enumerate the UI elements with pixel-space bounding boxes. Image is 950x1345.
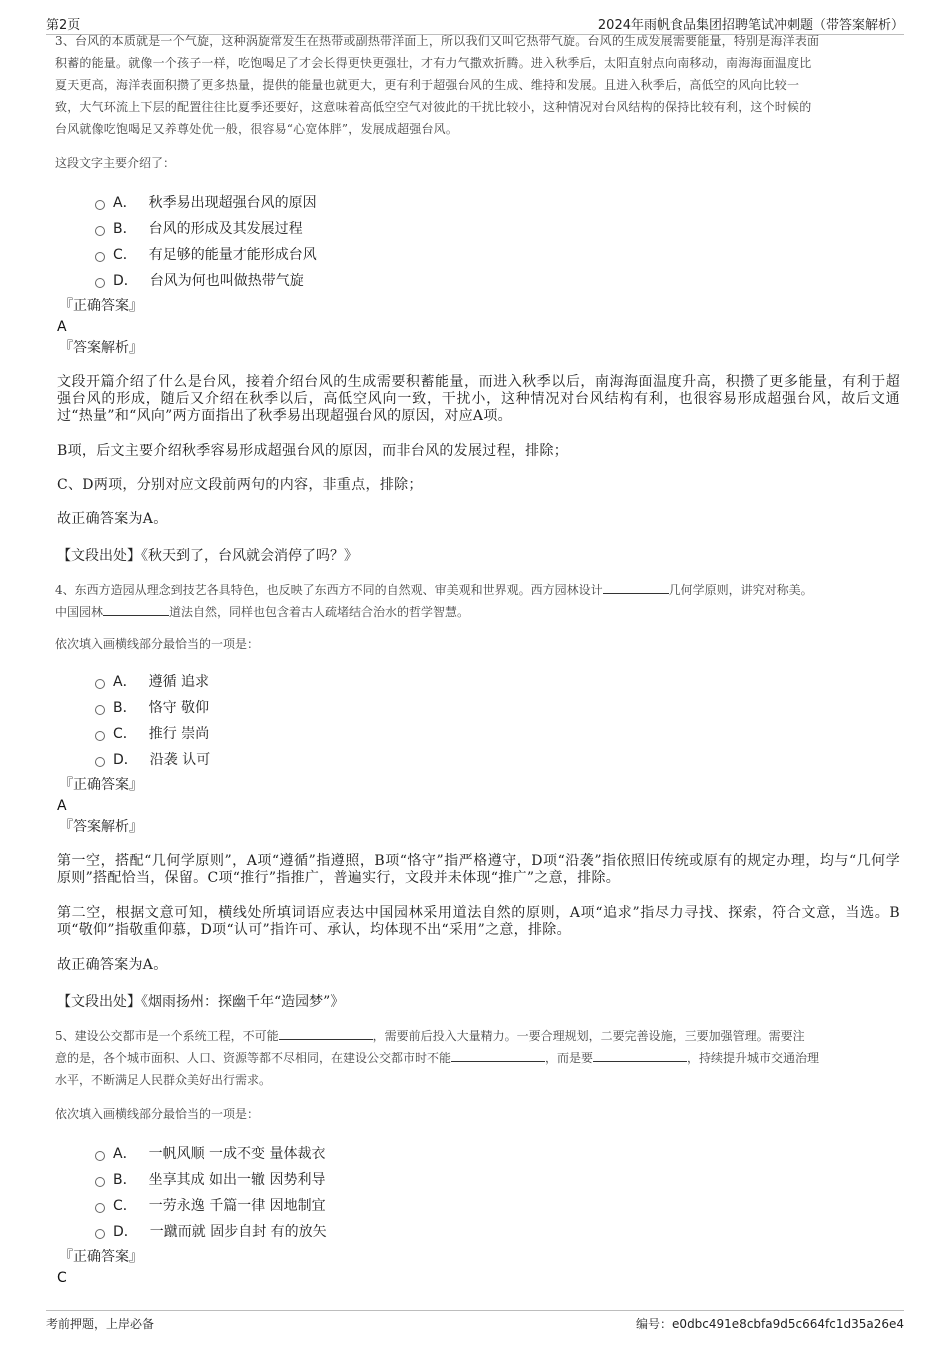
analysis-label: 『答案解析』 xyxy=(59,340,143,356)
analysis-paragraph: C、D两项，分别对应文段前两句的内容，非重点，排除； xyxy=(57,477,423,493)
analysis-paragraph: 文段开篇介绍了什么是台风，接着介绍台风的生成需要积蓄能量，而进入秋季以后，南海海面温度升高，积攒了更多能量，有利于超强台风的形成，随后又介绍在秋季以后，高低空风向一致，干扰小，这种情况对台风结构有利，也很容易形成超强台风，故后文通过“热量”和“风向”两方面指出了秋季易出现超强台风的原因，对应A项。 xyxy=(57,374,900,424)
option-a[interactable]: A． 一帆风顺 一成不变 量体裁衣 xyxy=(95,1141,900,1167)
analysis-paragraph: 故正确答案为A。 xyxy=(57,957,168,973)
radio-icon[interactable] xyxy=(95,679,105,689)
radio-icon[interactable] xyxy=(95,226,105,236)
option-c[interactable]: C． 推行 崇尚 xyxy=(95,721,900,747)
correct-answer: A xyxy=(57,798,67,814)
page-header xyxy=(46,12,904,35)
option-list xyxy=(95,669,900,773)
passage-line: 3、台风的本质就是一个气旋，这种涡旋常发生在热带或副热带洋面上，所以我们又叫它热带气旋。台风的生成发展需要能量，特别是海洋表面 xyxy=(55,34,820,48)
option-a[interactable]: A． 遵循 追求 xyxy=(95,669,900,695)
document-title: 2024年雨帆食品集团招聘笔试冲刺题（带答案解析） xyxy=(597,18,904,33)
radio-icon[interactable] xyxy=(95,731,105,741)
answer-label: 『正确答案』 xyxy=(59,298,143,314)
radio-icon[interactable] xyxy=(95,278,105,288)
question-prompt: 依次填入画横线部分最恰当的一项是： xyxy=(55,637,260,651)
question-prompt: 依次填入画横线部分最恰当的一项是： xyxy=(55,1107,260,1121)
radio-icon[interactable] xyxy=(95,705,105,715)
question-3 xyxy=(55,34,900,565)
question-stem: 4、东西方造园从理念到技艺各具特色，也反映了东西方不同的自然观、审美观和世界观。西方园林设计 几何学原则，讲究对称美。 中国园林 道法自然，同样也包含着古人疏堵结合治水的哲学智慧。 xyxy=(55,583,813,619)
footer-slogan: 考前押题，上岸必备 xyxy=(46,1317,155,1331)
passage-line: 夏天更高，海洋表面积攒了更多热量，提供的能量也就更大，更有利于超强台风的生成、维持和发展。且进入秋季后，高低空的风向比较一 xyxy=(55,78,800,92)
option-list xyxy=(95,1141,900,1245)
radio-icon[interactable] xyxy=(95,757,105,767)
option-b[interactable]: B． 坐享其成 如出一辙 因势利导 xyxy=(95,1167,900,1193)
document-body xyxy=(55,34,900,1304)
analysis-paragraph: 第二空，根据文意可知，横线处所填词语应表达中国园林采用道法自然的原则，A项“追求”指尽力寻找、探索，符合文意，当选。B项“敬仰”指敬重仰慕，D项“认可”指许可、承认，均体现不出“采用”之意，排除。 xyxy=(57,905,900,938)
analysis-label: 『答案解析』 xyxy=(59,819,143,835)
fill-blank[interactable] xyxy=(593,1049,687,1062)
page-footer xyxy=(46,1310,904,1335)
fill-blank[interactable] xyxy=(603,581,669,594)
fill-blank[interactable] xyxy=(279,1027,373,1040)
fill-blank[interactable] xyxy=(103,603,169,616)
question-stem: 5、建设公交都市是一个系统工程，不可能 ，需要前后投入大量精力。一要合理规划，二要完善设施，三要加强管理。需要注 意的是，各个城市面积、人口、资源等都不尽相同，在建设公交都市时不能 ，而是要 ，持续提升城市交通治理 水平，不断满足人民群众美好出行需求。 xyxy=(55,1029,820,1087)
document-id: 编号：e0dbc491e8cbfa9d5c664fc1d35a26e4 xyxy=(636,1317,904,1331)
option-c[interactable]: C． 一劳永逸 千篇一律 因地制宜 xyxy=(95,1193,900,1219)
question-5 xyxy=(55,1025,900,1287)
answer-label: 『正确答案』 xyxy=(59,1249,143,1265)
passage-line: 积蓄的能量。就像一个孩子一样，吃饱喝足了才会长得更快更强壮，才有力气撒欢折腾。进入秋季后，太阳直射点向南移动，南海海面温度比 xyxy=(55,56,812,70)
analysis-paragraph: B项，后文主要介绍秋季容易形成超强台风的原因，而非台风的发展过程，排除； xyxy=(57,443,569,459)
passage-source: 【文段出处】《秋天到了，台风就会消停了吗？》 xyxy=(57,548,358,564)
radio-icon[interactable] xyxy=(95,200,105,210)
option-d[interactable]: D． 台风为何也叫做热带气旋 xyxy=(95,268,900,294)
question-prompt: 这段文字主要介绍了： xyxy=(55,156,176,170)
option-list xyxy=(95,190,900,294)
option-d[interactable]: D． 沿袭 认可 xyxy=(95,747,900,773)
correct-answer: C xyxy=(57,1270,67,1286)
option-b[interactable]: B． 恪守 敬仰 xyxy=(95,695,900,721)
option-d[interactable]: D． 一蹴而就 固步自封 有的放矢 xyxy=(95,1219,900,1245)
option-b[interactable]: B． 台风的形成及其发展过程 xyxy=(95,216,900,242)
passage-line: 致，大气环流上下层的配置往往比夏季还要好，这意味着高低空空气对彼此的干扰比较小，这种情况对台风结构的保持比较有利，这个时候的 xyxy=(55,100,812,114)
page-number: 第2页 xyxy=(46,18,81,33)
radio-icon[interactable] xyxy=(95,1229,105,1239)
fill-blank[interactable] xyxy=(451,1049,545,1062)
radio-icon[interactable] xyxy=(95,1203,105,1213)
passage-line: 台风就像吃饱喝足又养尊处优一般，很容易“心宽体胖”，发展成超强台风。 xyxy=(55,122,459,136)
radio-icon[interactable] xyxy=(95,252,105,262)
correct-answer: A xyxy=(57,319,67,335)
analysis-paragraph: 故正确答案为A。 xyxy=(57,511,168,527)
question-4 xyxy=(55,579,900,1011)
option-a[interactable]: A． 秋季易出现超强台风的原因 xyxy=(95,190,900,216)
passage-source: 【文段出处】《烟雨扬州：探幽千年“造园梦”》 xyxy=(57,994,345,1010)
analysis-paragraph: 第一空，搭配“几何学原则”，A项“遵循”指遵照，B项“恪守”指严格遵守，D项“沿袭”指依照旧传统或原有的规定办理，均与“几何学原则”搭配恰当，保留。C项“推行”指推广，普遍实行，文段并未体现“推广”之意，排除。 xyxy=(57,853,900,886)
answer-label: 『正确答案』 xyxy=(59,777,143,793)
radio-icon[interactable] xyxy=(95,1177,105,1187)
option-c[interactable]: C． 有足够的能量才能形成台风 xyxy=(95,242,900,268)
radio-icon[interactable] xyxy=(95,1151,105,1161)
